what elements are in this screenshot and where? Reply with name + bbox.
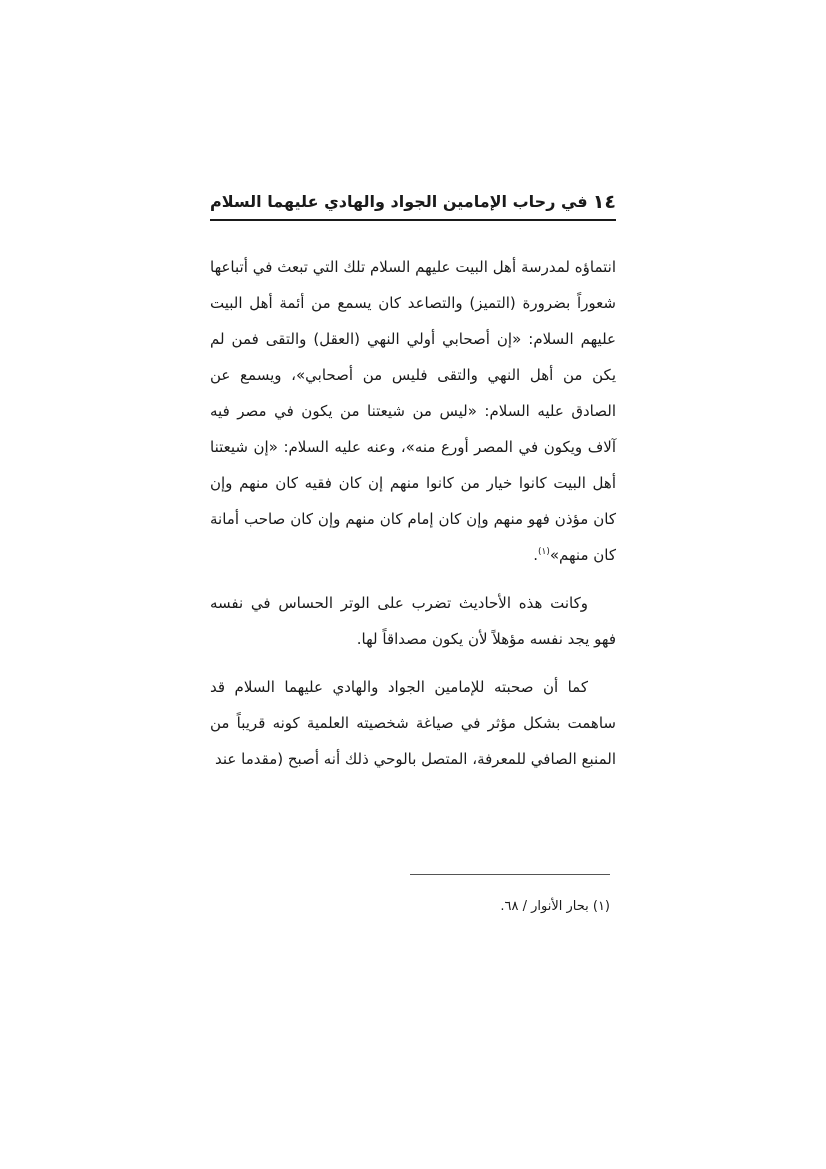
page-number: ١٤ [592,191,616,213]
footnote-rule [410,874,610,875]
paragraph-1 [210,249,616,573]
body-text [210,249,616,777]
footnote-reference: (١) [537,547,550,557]
paragraph-1-text: انتماؤه لمدرسة أهل البيت ﻋﻠﻴﻬﻢ ﺍﻟﺴﻼﻡ تلك التي تبعث في أتباعها شعوراً بضرورة (التميز) والتصاعد كان يسمع من أئمة أهل البيت ﻋﻠﻴﻬﻢ ﺍﻟﺴﻼﻡ: «إن أصحابي أولي النهي (العقل) والتقى فمن لم يكن من أهل النهي والتقى فليس من أصحابي»، ويسمع عن الصادق ﻋﻠﻴﻪ ﺍﻟﺴﻼﻡ: «ليس من شيعتنا من يكون في مصر فيه آلاف ويكون في المصر أورع منه»، وعنه ﻋﻠﻴﻪ ﺍﻟﺴﻼﻡ: «إن شيعتنا أهل البيت كانوا خيار من كانوا منهم إن كان فقيه كان منهم وإن كان مؤذن فهو منهم وإن كان إمام كان منهم وإن كان صاحب أمانة كان منهم» [210,258,616,564]
paragraph-2: وكانت هذه الأحاديث تضرب على الوتر الحساس في نفسه فهو يجد نفسه مؤهلاً لأن يكون مصداقاً لها. [210,594,616,648]
paragraph-1-tail: . [533,546,538,564]
running-title: في رحاب الإمامين الجواد والهادي ﻋﻠﻴﻬﻤﺎ ﺍﻟﺴﻼﻡ [210,192,588,211]
paragraph-3: كما أن صحبته للإمامين الجواد والهادي ﻋﻠﻴﻬﻤﺎ ﺍﻟﺴﻼﻡ قد ساهمت بشكل مؤثر في صياغة شخصيته العلمية كونه قريباً من المنبع الصافي للمعرفة، المتصل بالوحي ذلك أنه أصبح (مقدما عند [210,678,616,768]
header-rule [210,219,616,221]
page-header [210,190,616,220]
footnote: (١) بحار الأنوار / ٦٨. [500,899,610,914]
